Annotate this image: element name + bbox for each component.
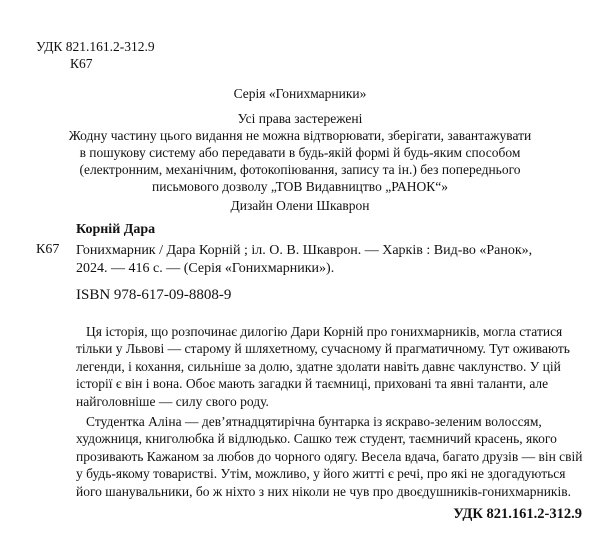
bibliographic-record [76,242,586,278]
isbn: ISBN 978-617-09-8808-9 [76,287,232,303]
design-credit: Дизайн Олени Шкаврон [230,198,370,213]
biblio-line: 2024. — 416 с. — (Серія «Гонихмарники»). [76,261,335,276]
rights-line: письмового дозволу „ТОВ Видавництво „РАНОК“» [152,179,448,194]
rights-title: Усі права застережені [237,111,363,126]
rights-line: Жодну частину цього видання не можна відтворювати, зберігати, завантажувати [68,128,532,143]
udk-code: УДК 821.161.2-312.9 [36,39,155,54]
annotation-line: його шанувальники, бо ж ніхто з них ніколи не чув про двоєдушників-гонихмарників. [76,483,571,499]
catalog-author: Корній Дара [76,222,156,237]
series-title: Серія «Гонихмарники» [233,86,367,101]
udk-bottom: УДК 821.161.2-312.9 [453,506,582,522]
annotation-line: художниця, книголюбка й відлюдько. Сашко теж студент, таємничий красень, якого [76,431,557,447]
rights-line: в пошукову систему або передавати в будь-якій формі й будь-яким способом [79,145,521,160]
udk-block-top [36,38,155,72]
rights-line: (електронним, механічним, фотокопіювання, запису та ін.) без попереднього [79,162,521,177]
catalog-side-sign: К67 [36,242,60,257]
annotation [76,323,590,500]
annotation-line: у будь-якому товаристві. Утім, можливо, у його житті є речі, про які не здогадуються [76,466,566,482]
annotation-line: прозивають Кажаном за любов до чорного одягу. Весела вдача, багато друзів — він свій [76,448,583,464]
annotation-line: історії є він і вона. Обоє мають загадки й таємниці, приховані та явні таланти, але [76,376,549,392]
author-sign: К67 [70,56,93,71]
biblio-line: Гонихмарник / Дара Корній ; іл. О. В. Шкаврон. — Харків : Вид-во «Ранок», [76,243,533,258]
annotation-line: найголовніше — силу свого роду. [76,393,269,409]
annotation-line: легенди, і кохання, сильніше за долю, здатне здолати навіть давнє чаклунство. У цій [76,358,561,374]
rights-notice [0,110,600,195]
annotation-line: тільки у Львові — старому й шляхетному, сучасному й прагматичному. Тут оживають [76,341,570,357]
annotation-line: Студентка Аліна — дев’ятнадцятирічна бунтарка із яскраво-зеленим волоссям, [86,414,542,430]
annotation-line: Ця історія, що розпочинає дилогію Дари Корній про гонихмарників, могла статися [86,324,563,339]
